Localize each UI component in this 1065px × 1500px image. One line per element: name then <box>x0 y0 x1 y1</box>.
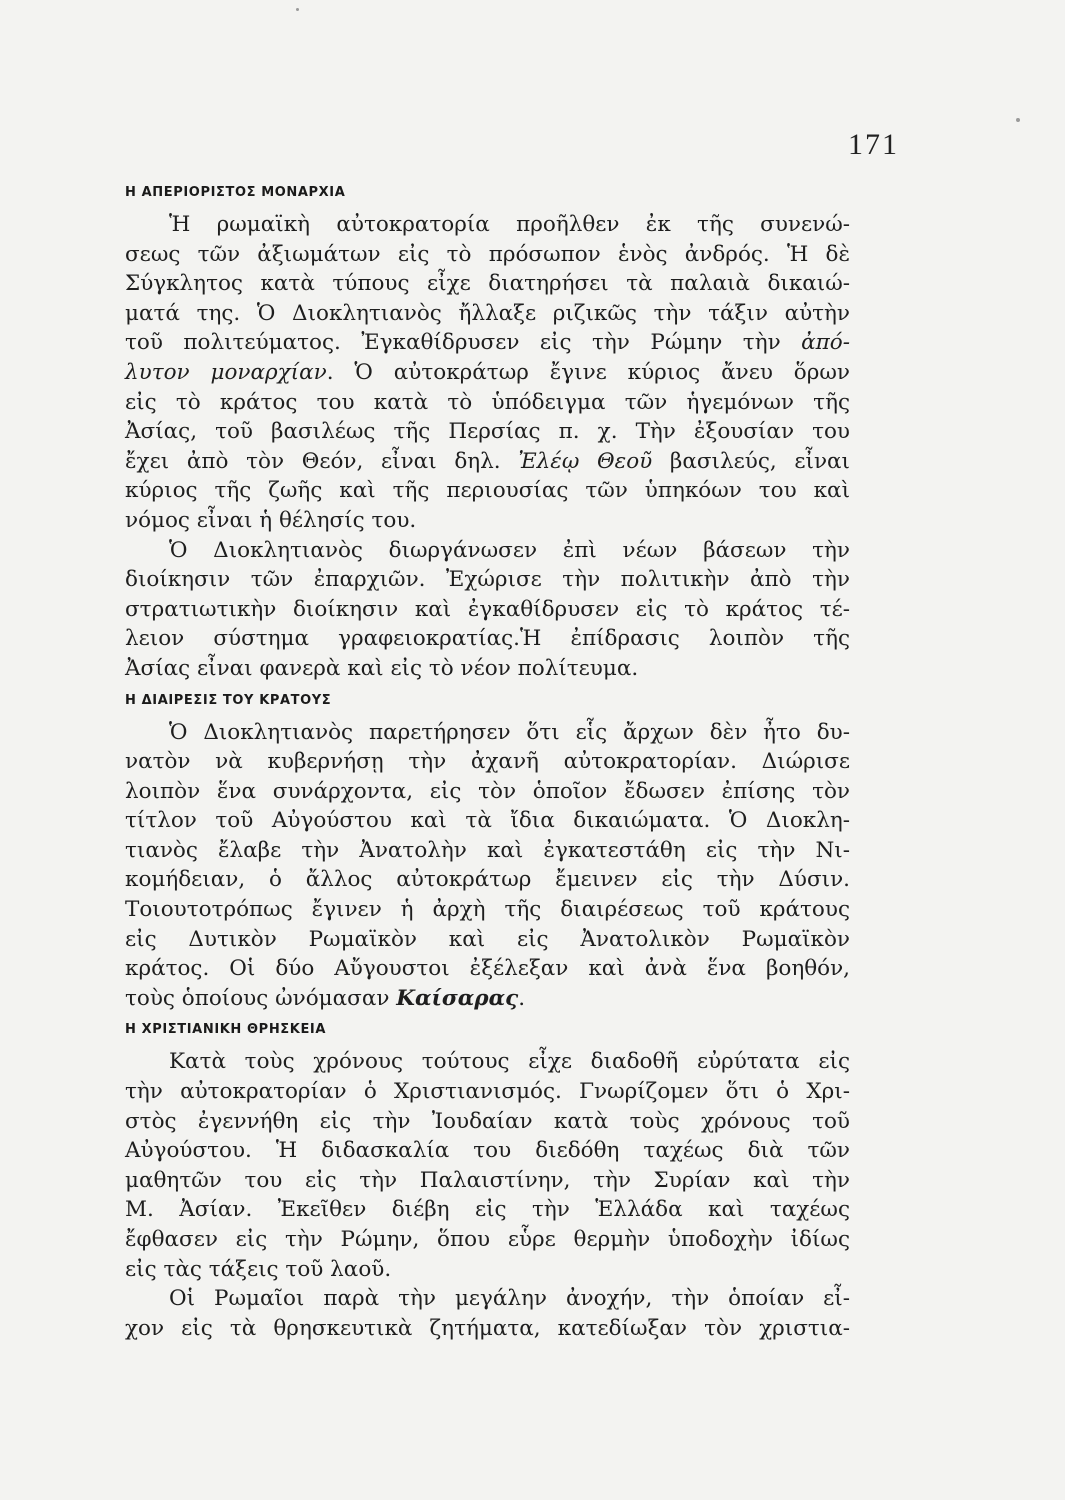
text-line: Ἀσίας εἶναι φανερὰ καὶ εἰς τὸ νέον πολίτευμα. <box>125 655 639 681</box>
text-line: εἰς τὸ κράτος του κατὰ τὸ ὑπόδειγμα τῶν ἡγεμόνων τῆς <box>125 389 850 415</box>
text-line: λοιπὸν ἕνα συνάρχοντα, εἰς τὸν ὁποῖον ἔδωσεν ἐπίσης τὸν <box>125 778 850 804</box>
text-line: στὸς ἐγεννήθη εἰς τὴν Ἰουδαίαν κατὰ τοὺς χρόνους τοῦ <box>125 1108 850 1134</box>
text-line: τοὺς ὁποίους ὠνόμασαν Καίσαρας. <box>125 985 526 1011</box>
text-line: κύριος τῆς ζωῆς καὶ τῆς περιουσίας τῶν ὑπηκόων του καὶ <box>125 478 850 504</box>
section-heading: Η ΔΙΑΙΡΕΣΙΣ ΤΟΥ ΚΡΑΤΟΥΣ <box>125 692 332 708</box>
text-line: μαθητῶν του εἰς τὴν Παλαιστίνην, τὴν Συρίαν καὶ τὴν <box>125 1167 850 1193</box>
text-line: λειον σύστημα γραφειοκρατίας.Ἡ ἐπίδρασις λοιπὸν τῆς <box>125 626 850 652</box>
text-line: Αὐγούστου. Ἡ διδασκαλία του διεδόθη ταχέως διὰ τῶν <box>125 1138 850 1164</box>
section-absolute-monarchy <box>125 182 850 684</box>
text-line: Σύγκλητος κατὰ τύπους εἶχε διατηρήσει τὰ παλαιὰ δικαιώ- <box>125 271 850 297</box>
section-heading: Η ΧΡΙΣΤΙΑΝΙΚΗ ΘΡΗΣΚΕΙΑ <box>125 1022 327 1038</box>
text-line: εἰς Δυτικὸν Ρωμαϊκὸν καὶ εἰς Ἀνατολικὸν Ρωμαϊκὸν <box>125 926 850 952</box>
text-line: ἔφθασεν εἰς τὴν Ρώμην, ὅπου εὗρε θερμὴν ὑποδοχὴν ἰδίως <box>125 1227 850 1252</box>
text-line: Μ. Ἀσίαν. Ἐκεῖθεν διέβη εἰς τὴν Ἑλλάδα καὶ ταχέως <box>125 1197 850 1223</box>
text-line: σεως τῶν ἀξιωμάτων εἰς τὸ πρόσωπον ἑνὸς ἀνδρός. Ἡ δὲ <box>125 241 850 267</box>
text-line: κομήδειαν, ὁ ἄλλος αὐτοκράτωρ ἔμεινεν εἰς τὴν Δύσιν. <box>125 867 850 893</box>
paper-speck <box>1016 118 1020 122</box>
text-line: λυτον μοναρχίαν. Ὁ αὐτοκράτωρ ἔγινε κύριος ἄνευ ὅρων <box>125 359 850 385</box>
section-heading: Η ΑΠΕΡΙΟΡΙΣΤΟΣ ΜΟΝΑΡΧΙΑ <box>125 185 346 200</box>
text-line: τοῦ πολιτεύματος. Ἐγκαθίδρυσεν εἰς τὴν Ρώμην τὴν ἀπό- <box>125 330 850 356</box>
section-christian-religion <box>125 1019 850 1343</box>
text-line: Οἱ Ρωμαῖοι παρὰ τὴν μεγάλην ἀνοχήν, τὴν ὁποίαν εἶ- <box>169 1286 850 1312</box>
section-body <box>125 210 850 684</box>
text-line: κράτος. Οἱ δύο Αὔγουστοι ἐξέλεξαν καὶ ἀνὰ ἕνα βοηθόν, <box>125 956 850 982</box>
text-line: Τοιουτοτρόπως ἔγινεν ἡ ἀρχὴ τῆς διαιρέσεως τοῦ κράτους <box>125 897 850 923</box>
section-division-of-state <box>125 690 850 1014</box>
text-line: Ἀσίας, τοῦ βασιλέως τῆς Περσίας π. χ. Τὴν ἐξουσίαν του <box>125 419 850 445</box>
text-line: χον εἰς τὰ θρησκευτικὰ ζητήματα, κατεδίωξαν τὸν χριστια- <box>125 1315 850 1341</box>
section-body <box>125 718 850 1014</box>
text-line: στρατιωτικὴν διοίκησιν καὶ ἐγκαθίδρυσεν εἰς τὸ κράτος τέ- <box>125 596 850 622</box>
text-line: Ὁ Διοκλητιανὸς διωργάνωσεν ἐπὶ νέων βάσεων τὴν <box>169 537 850 563</box>
text-line: διοίκησιν τῶν ἐπαρχιῶν. Ἐχώρισε τὴν πολιτικὴν ἀπὸ τὴν <box>125 567 850 593</box>
page-number: 171 <box>848 128 899 161</box>
paper-speck <box>296 8 299 11</box>
page-content <box>125 178 850 1349</box>
text-line: τὴν αὐτοκρατορίαν ὁ Χριστιανισμός. Γνωρίζομεν ὅτι ὁ Χρι- <box>125 1079 850 1105</box>
text-line: ἔχει ἀπὸ τὸν Θεόν, εἶναι δηλ. Ἐλέῳ Θεοῦ βασιλεύς, εἶναι <box>125 448 850 474</box>
text-line: Ὁ Διοκλητιανὸς παρετήρησεν ὅτι εἷς ἄρχων δὲν ἦτο δυ- <box>169 719 850 745</box>
section-body <box>125 1047 850 1343</box>
text-line: εἰς τὰς τάξεις τοῦ λαοῦ. <box>125 1256 392 1282</box>
text-line: τιανὸς ἔλαβε τὴν Ἀνατολὴν καὶ ἐγκατεστάθη εἰς τὴν Νι- <box>125 837 850 863</box>
text-line: Κατὰ τοὺς χρόνους τούτους εἶχε διαδοθῆ εὐρύτατα εἰς <box>169 1049 850 1075</box>
text-line: νατὸν νὰ κυβερνήσῃ τὴν ἀχανῆ αὐτοκρατορίαν. Διώρισε <box>125 749 850 775</box>
text-line: ματά της. Ὁ Διοκλητιανὸς ἤλλαξε ριζικῶς τὴν τάξιν αὐτὴν <box>125 300 850 326</box>
text-line: τίτλον τοῦ Αὐγούστου καὶ τὰ ἴδια δικαιώματα. Ὁ Διοκλη- <box>125 808 850 834</box>
text-line: νόμος εἶναι ἡ θέλησίς του. <box>125 507 417 533</box>
text-line: Ἡ ρωμαϊκὴ αὐτοκρατορία προῆλθεν ἐκ τῆς συνενώ- <box>169 212 850 237</box>
